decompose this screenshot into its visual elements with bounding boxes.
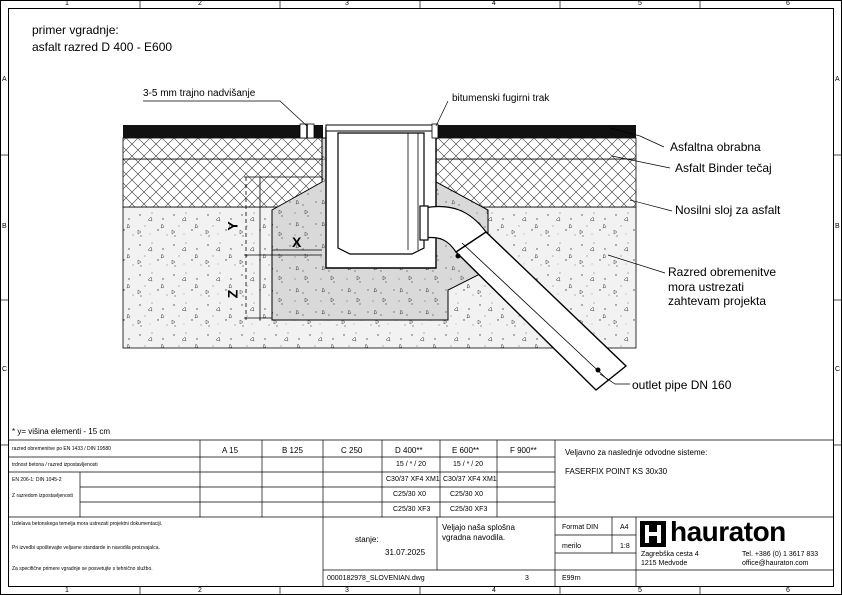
row3-e600: C30/37 XF4 XM1 bbox=[443, 476, 497, 483]
footer-note-2: Pri izvedbi upoštevajte veljavne standarde in navodila proizvajalca. bbox=[12, 545, 160, 551]
grid-row-c-right: C bbox=[835, 366, 841, 373]
format-value: A4 bbox=[620, 524, 629, 531]
grid-row-c: C bbox=[2, 366, 8, 373]
company-logo-text: hauraton bbox=[670, 516, 786, 547]
row4-label: Z razredom izpostavljenosti bbox=[12, 493, 73, 499]
grid-col-6: 6 bbox=[786, 0, 790, 7]
class-e600: E 600** bbox=[452, 446, 480, 455]
scale-label: merilo bbox=[562, 543, 582, 550]
note-center-2: vgradna navodila. bbox=[442, 533, 506, 542]
row5-d400: C25/30 XF3 bbox=[393, 506, 431, 513]
grid-col-4-bottom: 4 bbox=[492, 587, 496, 594]
note-center-1: Veljajo naša splošna bbox=[442, 523, 515, 532]
table-standard: razred obremenitve po EN 1433 / DIN 19580 bbox=[12, 446, 111, 452]
file-name: 0000182978_SLOVENIAN.dwg bbox=[327, 575, 425, 582]
grid-col-5-bottom: 5 bbox=[638, 587, 642, 594]
hauraton-logo-icon bbox=[640, 521, 666, 547]
callout-binder: Asfalt Binder tečaj bbox=[675, 161, 772, 175]
drawing-code: E99rn bbox=[562, 575, 581, 582]
grid-row-b-right: B bbox=[835, 223, 840, 230]
phone: Tel. +386 (0) 1 3617 833 bbox=[742, 551, 819, 558]
dim-label-z: Z bbox=[224, 289, 241, 299]
callout-base: Nosilni sloj za asfalt bbox=[675, 203, 781, 217]
address-1: Zagrebška cesta 4 bbox=[641, 551, 699, 558]
grid-col-5: 5 bbox=[638, 0, 642, 7]
callout-joint-tape: bitumenski fugirni trak bbox=[452, 93, 550, 104]
title-line-1: primer vgradnje: bbox=[32, 23, 119, 37]
page-number: 3 bbox=[525, 575, 529, 582]
class-c250: C 250 bbox=[341, 446, 363, 455]
row3-d400: C30/37 XF4 XM1 bbox=[386, 476, 440, 483]
callout-raised: 3-5 mm trajno nadvišanje bbox=[143, 88, 256, 99]
callout-surface: Asfaltna obrabna bbox=[670, 140, 761, 154]
footer-note-1: Izdelava betonskega temelja mora ustrezati projektni dokumentaciji. bbox=[12, 521, 163, 527]
grid-row-b: B bbox=[2, 223, 7, 230]
grid-col-4: 4 bbox=[492, 0, 496, 7]
status-date: 31.07.2025 bbox=[385, 548, 426, 557]
class-b125: B 125 bbox=[282, 446, 303, 455]
grid-row-a: A bbox=[2, 76, 7, 83]
row4-e600: C25/30 X0 bbox=[450, 491, 484, 498]
callout-load-1: Razred obremenitve bbox=[668, 265, 777, 279]
grid-row-a-right: A bbox=[835, 76, 840, 83]
system-label: Veljavno za naslednje odvodne sisteme: bbox=[565, 448, 708, 457]
grid-col-6-bottom: 6 bbox=[786, 587, 790, 594]
grid-col-2: 2 bbox=[198, 0, 202, 7]
row3-label: EN 206-1: DIN 1045-2 bbox=[12, 477, 62, 483]
footnote: * y= višina elementi - 15 cm bbox=[12, 427, 111, 436]
grid-col-1: 1 bbox=[65, 0, 69, 7]
grid-col-1-bottom: 1 bbox=[65, 587, 69, 594]
class-f900: F 900** bbox=[510, 446, 537, 455]
callout-outlet: outlet pipe DN 160 bbox=[632, 378, 732, 392]
dim-label-x: X bbox=[292, 234, 302, 250]
class-a15: A 15 bbox=[222, 446, 239, 455]
row2-d400: 15 / * / 20 bbox=[396, 461, 426, 468]
grid-col-2-bottom: 2 bbox=[198, 587, 202, 594]
grid-col-3-bottom: 3 bbox=[345, 587, 349, 594]
class-d400: D 400** bbox=[395, 446, 423, 455]
row5-e600: C25/30 XF3 bbox=[450, 506, 488, 513]
row2-e600: 15 / * / 20 bbox=[453, 461, 483, 468]
address-2: 1215 Medvode bbox=[641, 560, 688, 567]
format-label: Format DIN bbox=[562, 524, 599, 531]
grid-col-3: 3 bbox=[345, 0, 349, 7]
dim-label-y: Y bbox=[224, 221, 241, 231]
system-name: FASERFIX POINT KS 30x30 bbox=[565, 467, 668, 476]
footer-note-3: Za specifične primere vgradnje se posvetujte s tehnično službo. bbox=[12, 566, 153, 572]
row4-d400: C25/30 X0 bbox=[393, 491, 427, 498]
row2-label: trdnost betona / razred izpostavljenosti bbox=[12, 462, 98, 468]
callout-load-2: mora ustrezati bbox=[668, 280, 745, 294]
email: office@hauraton.com bbox=[742, 560, 809, 567]
scale-value: 1:8 bbox=[620, 543, 630, 550]
callout-load-3: zahtevam projekta bbox=[668, 294, 767, 308]
title-line-2: asfalt razred D 400 - E600 bbox=[32, 40, 173, 54]
status-label: stanje: bbox=[355, 535, 379, 544]
